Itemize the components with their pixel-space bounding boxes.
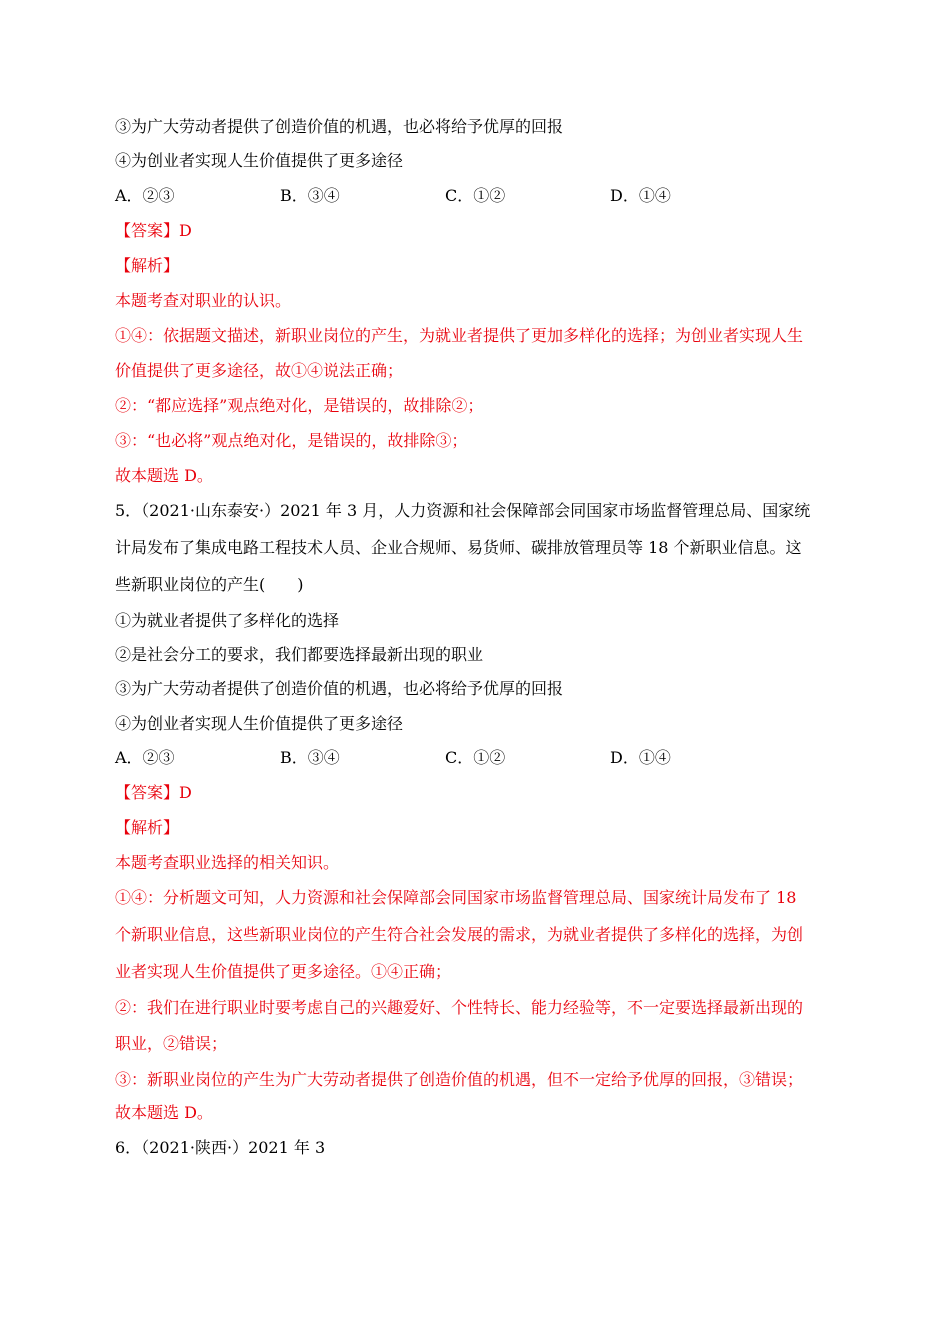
q4-answer-value: D bbox=[179, 221, 192, 240]
q5-choices bbox=[115, 746, 815, 770]
q5-answer bbox=[115, 781, 192, 805]
q4-analysis-line: 本题考查对职业的认识。 bbox=[115, 291, 292, 310]
q5-choice-b: B．③④ bbox=[280, 748, 340, 767]
q5-stem-line: 些新职业岗位的产生( ) bbox=[115, 575, 304, 594]
q5-analysis-line: 职业，②错误； bbox=[115, 1034, 228, 1053]
q4-analysis-line: 价值提供了更多途径，故①④说法正确； bbox=[115, 361, 404, 380]
q4-answer-label: 【答案】 bbox=[115, 221, 180, 240]
q5-choice-c: C．①② bbox=[445, 748, 506, 767]
q5-answer-value: D bbox=[179, 783, 192, 802]
q5-analysis-line: 个新职业信息，这些新职业岗位的产生符合社会发展的需求，为就业者提供了多样化的选择，为创 bbox=[115, 925, 804, 944]
q4-analysis-line: ③：“也必将”观点绝对化，是错误的，故排除③； bbox=[115, 431, 468, 450]
q5-answer-label: 【答案】 bbox=[115, 783, 180, 802]
q5-analysis-line: 业者实现人生价值提供了更多途径。①④正确； bbox=[115, 962, 452, 981]
q5-stem-line: 5．（2021·山东泰安·）2021 年 3 月，人力资源和社会保障部会同国家市场监督管理总局、国家统 bbox=[115, 501, 811, 520]
q4-choice-c: C．①② bbox=[445, 186, 506, 205]
q5-option-3: ③为广大劳动者提供了创造价值的机遇，也必将给予优厚的回报 bbox=[115, 679, 564, 698]
q5-analysis-line: ②：我们在进行职业时要考虑自己的兴趣爱好、个性特长、能力经验等，不一定要选择最新出现的 bbox=[115, 998, 804, 1017]
q4-choice-a: A．②③ bbox=[115, 186, 175, 205]
q5-option-2: ②是社会分工的要求，我们都要选择最新出现的职业 bbox=[115, 645, 484, 664]
q5-analysis-line: ①④：分析题文可知，人力资源和社会保障部会同国家市场监督管理总局、国家统计局发布了 18 bbox=[115, 888, 797, 907]
q4-choices bbox=[115, 184, 815, 208]
q5-analysis-label: 【解析】 bbox=[115, 818, 180, 837]
q4-choice-d: D．①④ bbox=[610, 186, 671, 205]
q5-choice-a: A．②③ bbox=[115, 748, 175, 767]
q4-option-3: ③为广大劳动者提供了创造价值的机遇，也必将给予优厚的回报 bbox=[115, 117, 564, 136]
q6-stem: 6．（2021·陕西·）2021 年 3 bbox=[115, 1138, 326, 1157]
q5-analysis-line: 故本题选 D。 bbox=[115, 1103, 213, 1122]
q4-analysis-label: 【解析】 bbox=[115, 256, 180, 275]
q4-choice-b: B．③④ bbox=[280, 186, 340, 205]
q5-option-1: ①为就业者提供了多样化的选择 bbox=[115, 611, 340, 630]
q5-option-4: ④为创业者实现人生价值提供了更多途径 bbox=[115, 714, 404, 733]
q4-analysis-line: 故本题选 D。 bbox=[115, 466, 213, 485]
q5-analysis-line: 本题考查职业选择的相关知识。 bbox=[115, 853, 340, 872]
q5-analysis-line: ③：新职业岗位的产生为广大劳动者提供了创造价值的机遇，但不一定给予优厚的回报，③错误； bbox=[115, 1070, 804, 1089]
q5-stem-line: 计局发布了集成电路工程技术人员、企业合规师、易货师、碳排放管理员等 18 个新职业信息。这 bbox=[115, 538, 802, 557]
q4-option-4: ④为创业者实现人生价值提供了更多途径 bbox=[115, 151, 404, 170]
q4-analysis-line: ②：“都应选择”观点绝对化，是错误的，故排除②； bbox=[115, 396, 484, 415]
q4-analysis-line: ①④：依据题文描述，新职业岗位的产生，为就业者提供了更加多样化的选择；为创业者实现人生 bbox=[115, 326, 804, 345]
q5-choice-d: D．①④ bbox=[610, 748, 671, 767]
q4-answer bbox=[115, 219, 192, 243]
